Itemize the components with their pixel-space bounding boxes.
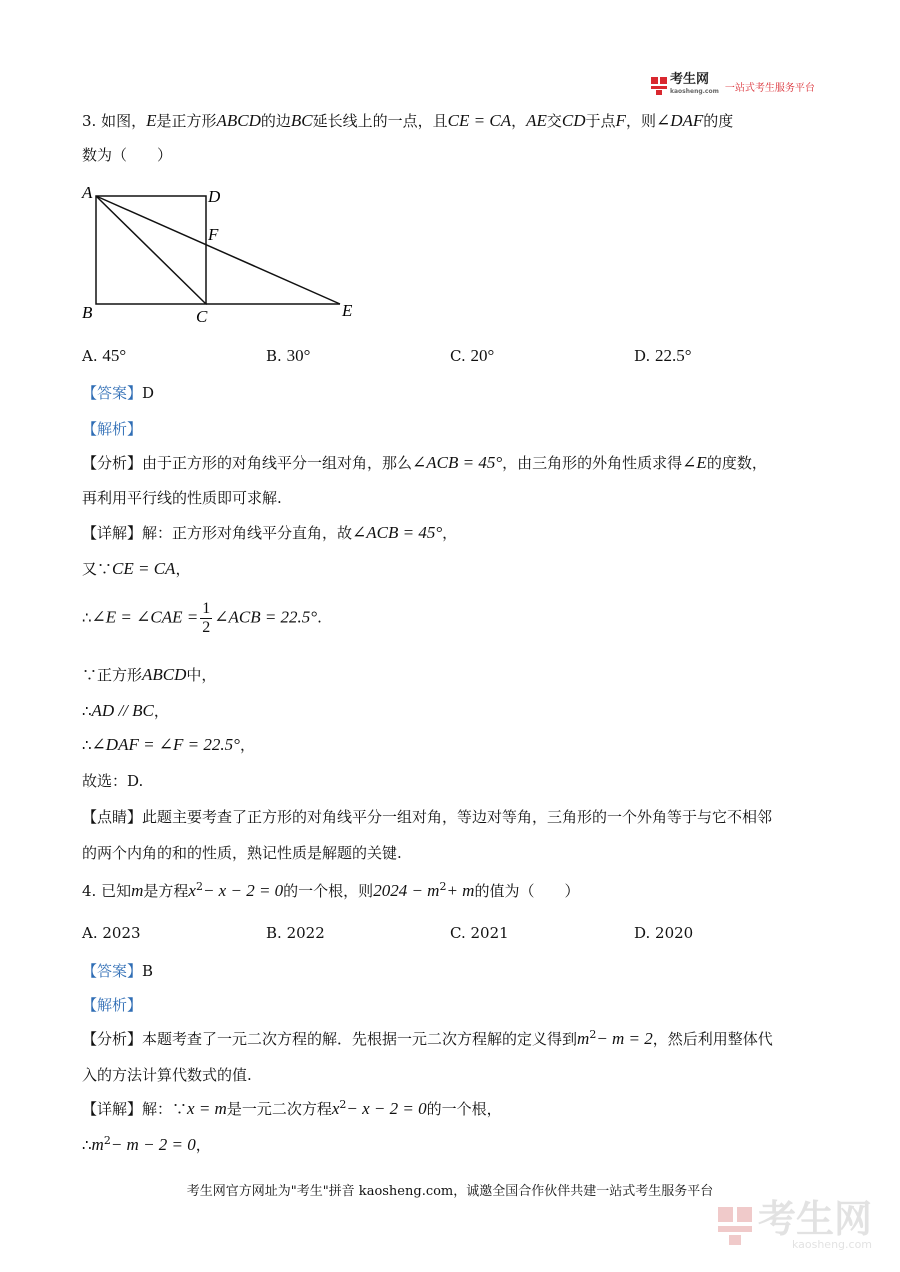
logo-text: 考生网 xyxy=(670,72,710,87)
q3-option-c[interactable]: C. 20° xyxy=(450,346,495,365)
q4-analysis-tag: 【解析】 xyxy=(82,996,143,1014)
label-e: E xyxy=(342,301,353,320)
header-slogan: 一站式考生服务平台 xyxy=(724,82,815,94)
watermark-domain: kaosheng.com xyxy=(791,1238,873,1251)
q4-fenxi-line2: 入的方法计算代数式的值. xyxy=(82,1066,252,1084)
q4-answer: 【答案】B xyxy=(82,962,154,980)
footer-text: 考生网官方网址为"考生"拼音 kaosheng.com，诚邀全国合作伙伴共建一站式考生服务平台 xyxy=(186,1184,714,1199)
segment-ae xyxy=(96,196,340,304)
watermark-logo-icon xyxy=(718,1207,752,1245)
q4-option-d[interactable]: D. 2020 xyxy=(634,924,694,942)
q4-stem: 4. 已知m是方程$x^2- x - 2 = 0$的一个根，则$2024 - m^2+ m$的值为（ ） xyxy=(82,880,580,900)
q3-dianjing-line1: 【点睛】此题主要考查了正方形的对角线平分一组对角，等边对等角，三角形的一个外角等于与它不相邻 xyxy=(82,808,773,826)
label-c: C xyxy=(196,307,208,326)
q3-stem-line1: 3. 如图，E是正方形ABCD的边BC延长线上的一点，且CE = CA，AE交CD于点F，则∠DAF的度 xyxy=(82,111,734,130)
label-d: D xyxy=(208,187,221,206)
q4-xiangjie-line1: 【详解】解：∵x = m是一元二次方程$x^2- x - 2 = 0$的一个根， xyxy=(82,1098,502,1118)
header-logo xyxy=(651,74,815,98)
q3-fenxi-line2: 再利用平行线的性质即可求解. xyxy=(82,489,282,507)
logo-domain: kaosheng.com xyxy=(670,88,719,95)
q3-analysis-tag: 【解析】 xyxy=(82,420,143,438)
q3-step6: ∴∠DAF = ∠F = 22.5°， xyxy=(82,735,255,754)
q3-step7: 故选：D. xyxy=(82,772,144,790)
kaosheng-logo-icon xyxy=(651,77,667,95)
q4-fenxi-line1: 【分析】本题考查了一元二次方程的解．先根据一元二次方程解的定义得到$m^2- m = 2$，然后利用整体代 xyxy=(82,1028,773,1048)
q3-option-a[interactable]: A. 45° xyxy=(82,346,127,365)
fraction-half: $\frac{1}{2}$ xyxy=(202,600,211,636)
q3-figure xyxy=(78,176,378,326)
q3-step2: 又∵CE = CA， xyxy=(82,559,191,578)
q3-stem-line2: 数为（ ） xyxy=(82,146,173,164)
q4-option-a[interactable]: A. 2023 xyxy=(82,924,141,942)
q4-option-b[interactable]: B. 2022 xyxy=(266,924,325,942)
q3-number: 3. xyxy=(82,112,97,130)
q4-step2: $\therefore m^2- m - 2 = 0$， xyxy=(82,1134,211,1154)
segment-ac xyxy=(96,196,206,304)
q3-xiangjie-line1: 【详解】解：正方形对角线平分直角，故∠ACB = 45°， xyxy=(82,523,458,542)
label-b: B xyxy=(82,303,93,322)
q3-fenxi-line1: 【分析】由于正方形的对角线平分一组对角，那么∠ACB = 45°，由三角形的外角性质求得∠E的度数， xyxy=(82,453,767,472)
label-a: A xyxy=(82,183,93,202)
q4-number: 4. xyxy=(82,882,97,900)
q3-answer: 【答案】D xyxy=(82,384,155,402)
label-f: F xyxy=(208,225,219,244)
q3-step3: ∴∠E = ∠CAE = $\frac{1}{2}$ ∠ACB = 22.5°. xyxy=(82,600,322,636)
q3-option-b[interactable]: B. 30° xyxy=(266,346,311,365)
q3-step4: ∵正方形ABCD中， xyxy=(82,665,217,684)
q3-dianjing-line2: 的两个内角的和的性质，熟记性质是解题的关键. xyxy=(82,844,402,862)
q3-step5: ∴AD // BC， xyxy=(82,701,169,720)
q3-option-d[interactable]: D. 22.5° xyxy=(634,346,692,365)
watermark-text: 考生网 xyxy=(758,1197,873,1241)
q4-option-c[interactable]: C. 2021 xyxy=(450,924,509,942)
watermark xyxy=(718,1197,873,1251)
